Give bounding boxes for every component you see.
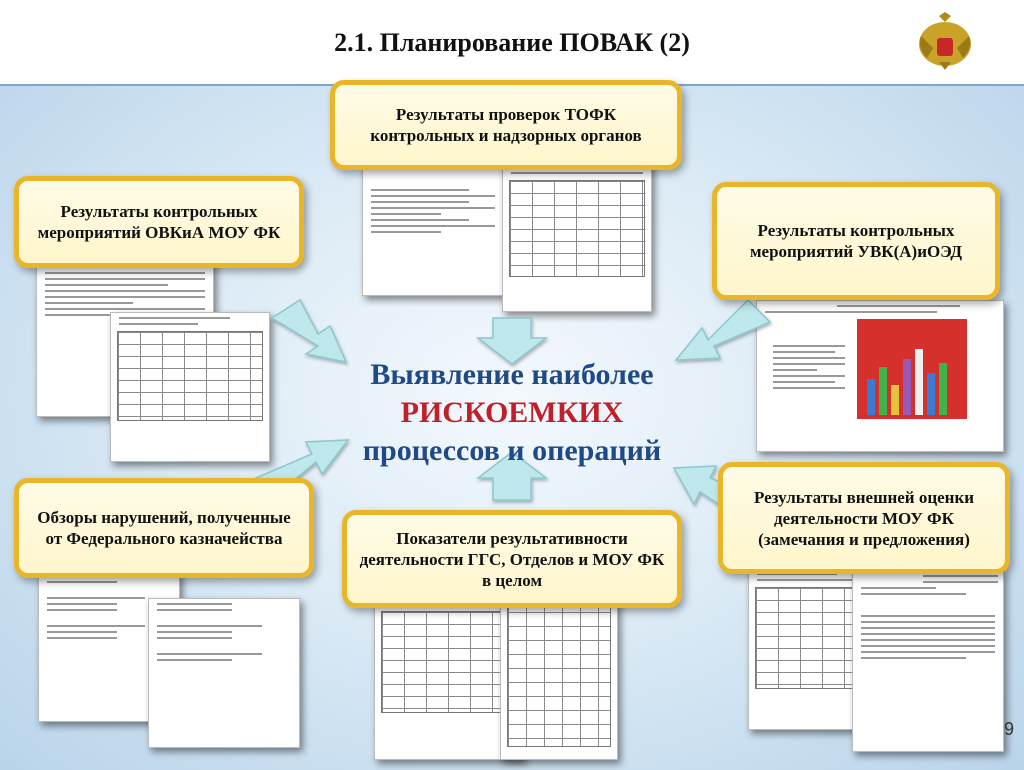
box-label: Результаты проверок ТОФК контрольных и надзорных органов — [370, 105, 642, 145]
box-violation-reviews — [14, 478, 314, 578]
box-uvk-results — [712, 182, 1000, 300]
box-performance-indicators — [342, 510, 682, 608]
page-number: 9 — [1003, 719, 1014, 739]
box-label: Результаты контрольных мероприятий ОВКиА МОУ ФК — [37, 202, 281, 242]
center-line-2: РИСКОЕМКИХ — [400, 396, 624, 429]
box-label: Результаты контрольных мероприятий УВК(А)иОЭД — [749, 221, 963, 261]
central-statement — [300, 356, 724, 470]
box-ovkia-results — [14, 176, 304, 268]
arrow-left-down-icon — [676, 300, 770, 360]
box-external-assessment — [718, 462, 1010, 574]
box-label: Результаты внешней оценки деятельности МОУ ФК (замечания и предложения) — [753, 487, 975, 549]
box-tofk-inspection-results — [330, 80, 682, 170]
arrow-right-down-icon — [272, 300, 346, 362]
center-line-1: Выявление наиболее — [370, 358, 654, 391]
center-line-3: процессов и операций — [362, 434, 662, 467]
box-label: Обзоры нарушений, полученные от Федерального казначейства — [37, 508, 291, 548]
slide-title: 2.1. Планирование ПОВАК (2) — [334, 28, 690, 57]
box-label: Показатели результативности деятельности ГГС, Отделов и МОУ ФК в целом — [359, 528, 665, 590]
